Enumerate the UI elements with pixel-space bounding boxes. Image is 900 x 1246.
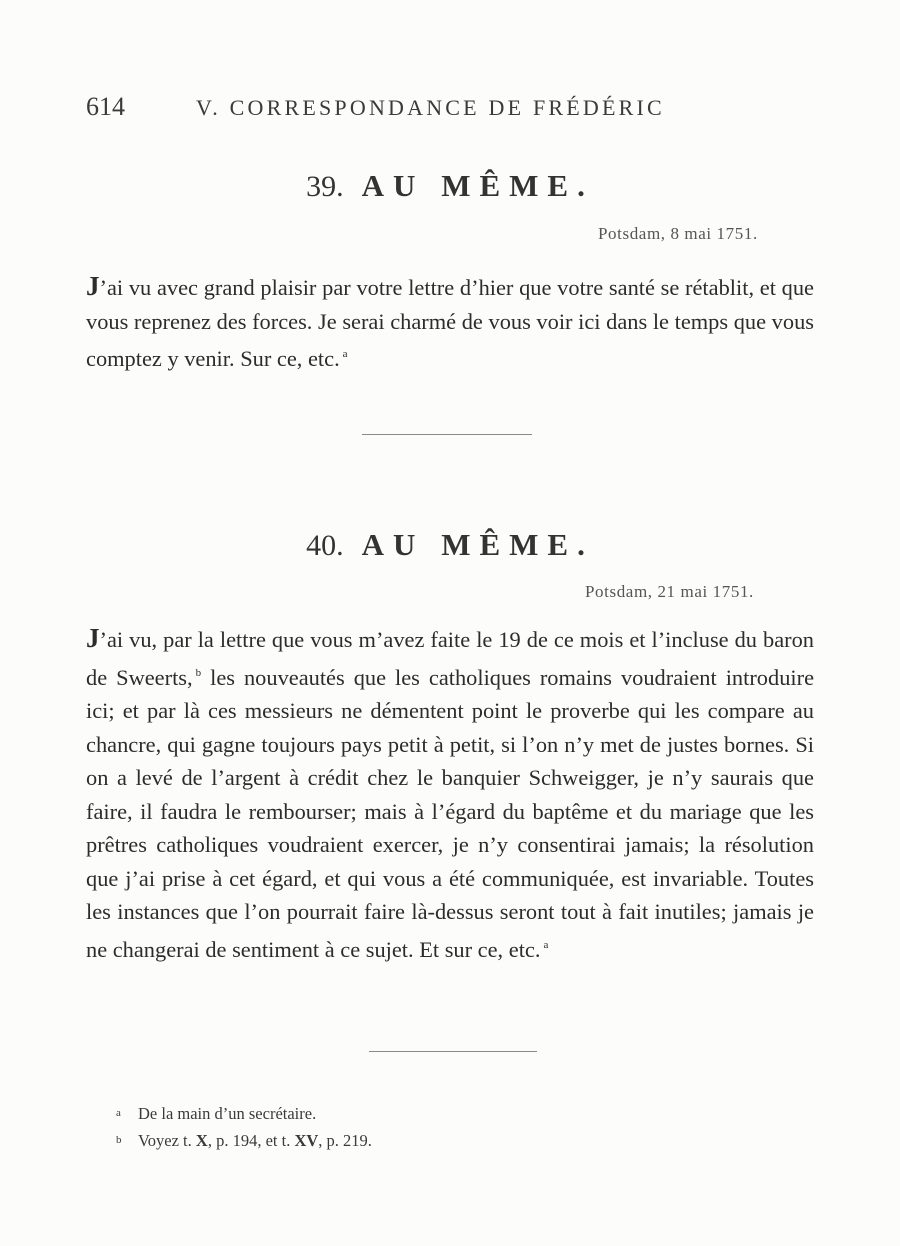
drop-cap: J [86, 623, 100, 653]
drop-cap: J [86, 271, 100, 301]
footnote-mark: b [116, 1134, 122, 1146]
letter-40-heading [0, 527, 900, 563]
letter-addressee: AU MÊME. [361, 527, 594, 562]
volume-ref: X [195, 1131, 208, 1150]
letter-number: 40. [306, 529, 344, 562]
letter-text: ’ai vu avec grand plaisir par votre lettre d’hier que votre santé se rétablit, et que vous reprenez des forces. Je serai charmé de vous voir ici dans le temps que vous comptez y venir. Sur ce, etc. [86, 275, 814, 371]
footnote-text-mid: , p. 194, et t. [207, 1131, 295, 1150]
footnote-ref[interactable]: b [195, 666, 202, 679]
running-head [86, 92, 665, 122]
running-title: V. CORRESPONDANCE DE FRÉDÉRIC [196, 95, 665, 120]
section-divider [362, 434, 532, 435]
page-number: 614 [86, 92, 125, 121]
footnote-ref[interactable]: a [543, 938, 549, 951]
letter-39-heading [0, 168, 900, 204]
footnote-text-post: , p. 219. [318, 1131, 372, 1150]
footnote-text-pre: Voyez t. [138, 1131, 196, 1150]
section-divider [369, 1051, 537, 1052]
letter-number: 39. [306, 170, 344, 203]
footnotes [116, 1100, 372, 1154]
letter-39-dateline: Potsdam, 8 mai 1751. [598, 224, 758, 243]
letter-text-part2: les nouveautés que les catholiques romains voudraient introduire ici; et par là ces messieurs ne démentent point le proverbe qui les compare au chancre, qui gagne toujours pays petit à petit, si l’on n’y met de justes bornes. Si on a levé de l’argent à crédit chez le banquier Schweigger, je n’y saurais que faire, il faudra le rembourser; mais à l’égard du baptême et du mariage que les prêtres catholiques voudraient exercer, je n’y consentirai jamais; la résolution que j’ai prise à cet égard, et qui vous a été communiquée, est invariable. Toutes les instances que l’on pourrait faire là-dessus seront tout à fait inutiles; jamais je ne changerai de sentiment à ce sujet. Et sur ce, etc. [86, 664, 815, 962]
letter-text-part1: ’ai vu, par la lettre que vous m’avez faite le 19 de ce mois et l’incluse du baron de Sweerts, [86, 627, 814, 690]
footnote-b [116, 1127, 372, 1154]
letter-40-dateline: Potsdam, 21 mai 1751. [585, 582, 754, 601]
footnote-text: De la main d’un secrétaire. [138, 1104, 317, 1123]
letter-40-body [86, 622, 814, 966]
footnote-a [116, 1100, 372, 1127]
letter-39-body [86, 270, 814, 376]
footnote-mark: a [116, 1107, 121, 1119]
volume-ref: XV [294, 1131, 319, 1150]
footnote-ref[interactable]: a [342, 348, 348, 360]
letter-addressee: AU MÊME. [361, 168, 594, 203]
